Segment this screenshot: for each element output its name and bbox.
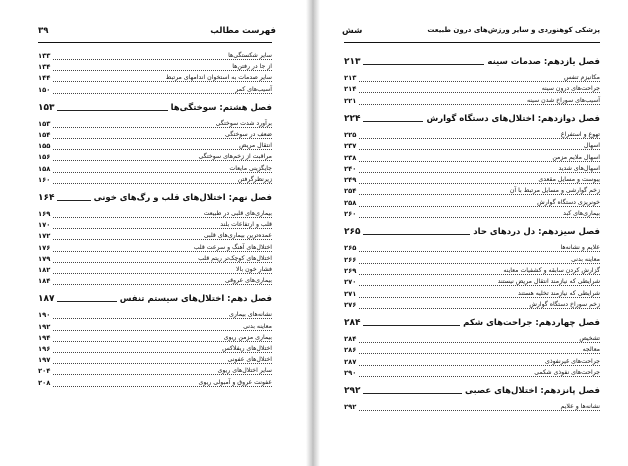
entry-title: مکانیزم تنفس bbox=[563, 74, 600, 81]
entry-page-number: ۲۸۶ bbox=[344, 346, 357, 355]
dot-leader bbox=[38, 330, 272, 331]
toc-entry bbox=[344, 199, 600, 210]
entry-title: یبوست و مسایل مقعدی bbox=[538, 176, 600, 184]
dot-leader bbox=[38, 127, 272, 128]
toc-entry bbox=[344, 244, 600, 255]
entry-page-number: ۱۵۴ bbox=[38, 131, 51, 139]
entry-page-number: ۲۱۳ bbox=[344, 74, 357, 82]
entry-title: بیماری‌های عروقی bbox=[224, 277, 272, 285]
dot-leader bbox=[38, 239, 272, 240]
toc-entry bbox=[38, 74, 272, 85]
toc-entry bbox=[38, 311, 272, 322]
dot-leader bbox=[38, 93, 272, 94]
toc-entry bbox=[38, 165, 272, 176]
toc-chapter bbox=[344, 113, 600, 129]
dot-leader bbox=[344, 297, 600, 298]
toc-entry bbox=[38, 63, 272, 74]
chapter-page-number: ۱۵۳ bbox=[38, 103, 57, 113]
toc-entry bbox=[38, 52, 272, 63]
toc-chapter bbox=[38, 102, 272, 118]
entry-title: معالجه bbox=[582, 346, 600, 354]
entry-title: سایر صدمات به استخوان اندامهای مرتبط bbox=[165, 74, 272, 82]
entry-title: اختلال‌های ریفلاکس bbox=[222, 345, 272, 352]
dot-leader bbox=[38, 352, 272, 353]
entry-title: بیماری‌های قلبی در طبیعت bbox=[203, 210, 272, 217]
entry-page-number: ۱۴۴ bbox=[38, 74, 51, 83]
entry-page-number: ۱۹۴ bbox=[38, 333, 51, 342]
entry-title: عمده‌ترین بیماری‌های قلبی bbox=[203, 232, 272, 240]
toc-entry bbox=[38, 232, 272, 243]
dot-leader bbox=[344, 206, 600, 207]
chapter-title: فصل چهاردهم: جراحت‌های شکم bbox=[460, 318, 600, 328]
entry-page-number: ۲۵۴ bbox=[344, 187, 357, 196]
toc-entry bbox=[38, 244, 272, 255]
entry-title: برآورد شدت سوختگی bbox=[215, 119, 272, 127]
entry-page-number: ۱۷۰ bbox=[38, 221, 51, 230]
chapter-page-number: ۱۶۴ bbox=[38, 193, 57, 203]
entry-title: جراحت‌های نفوذی شکمی bbox=[534, 369, 600, 376]
entry-title: خونریزی دستگاه گوارش bbox=[537, 198, 600, 206]
chapter-title: فصل دوازدهم: اختلال‌های دستگاه گوارش bbox=[423, 114, 600, 124]
entry-title: معاینه بدنی bbox=[571, 255, 600, 263]
dot-leader bbox=[344, 308, 600, 309]
entry-page-number: ۲۹۰ bbox=[344, 369, 357, 377]
entry-page-number: ۲۷۱ bbox=[344, 289, 357, 298]
entry-title: عفونت عروق و آمبولی ریوی bbox=[198, 378, 272, 386]
dot-leader bbox=[344, 217, 600, 218]
dot-leader bbox=[344, 81, 600, 82]
entry-title: جراحت‌های درون سینه bbox=[541, 85, 600, 93]
dot-leader bbox=[38, 217, 272, 218]
dot-leader bbox=[344, 183, 600, 184]
dot-leader bbox=[38, 262, 272, 263]
entry-page-number: ۱۵۸ bbox=[38, 164, 51, 173]
entry-title: بیماری مزمن ریوی bbox=[223, 333, 272, 341]
dot-leader bbox=[38, 59, 272, 60]
entry-page-number: ۲۶۶ bbox=[344, 255, 357, 264]
entry-title: آسیب‌های سوراخ شدن سینه bbox=[526, 96, 600, 104]
toc-chapter bbox=[38, 192, 272, 208]
header-rule bbox=[38, 42, 272, 43]
entry-page-number: ۱۵۵ bbox=[38, 142, 51, 151]
entry-title: زخم گوارشی و مسایل مرتبط با آن bbox=[509, 187, 600, 195]
entry-page-number: ۱۸۴ bbox=[38, 277, 51, 286]
entry-title: آسیب‌های کمر bbox=[235, 85, 272, 93]
entry-title: اختلال‌های آهنگ و سرعت قلب bbox=[193, 243, 272, 251]
entry-page-number: ۲۷۶ bbox=[344, 300, 357, 309]
entry-title: ضعف در سوختگی bbox=[225, 131, 272, 138]
toc-entry bbox=[38, 255, 272, 266]
entry-title: تشخیص bbox=[579, 335, 600, 343]
dot-leader bbox=[344, 172, 600, 173]
entry-title: اسهال bbox=[583, 142, 600, 150]
chapter-page-number: ۲۶۵ bbox=[344, 227, 363, 237]
toc-entry bbox=[38, 131, 272, 142]
dot-leader bbox=[38, 341, 272, 342]
toc-entry bbox=[38, 86, 272, 97]
dot-leader bbox=[344, 410, 600, 411]
dot-leader bbox=[344, 104, 600, 105]
entry-title: شرایطی که نیازمند تخلیه هستند bbox=[517, 289, 600, 297]
entry-title: اختلال‌های کوچک‌تر ریتم قلب bbox=[198, 254, 272, 262]
entry-title: زخم سوراخ دستگاه گوارش bbox=[529, 300, 600, 308]
toc-entry bbox=[344, 74, 600, 85]
toc-entry bbox=[38, 367, 272, 378]
chapter-title: فصل هشتم: سوختگی‌ها bbox=[168, 103, 272, 113]
toc-entry bbox=[38, 266, 272, 277]
dot-leader bbox=[38, 228, 272, 229]
entry-title: علایم و نشانه‌ها bbox=[560, 244, 600, 252]
entry-page-number: ۲۳۷ bbox=[344, 142, 357, 151]
entry-title: نشانه‌ها و علایم bbox=[560, 403, 600, 411]
toc-entry bbox=[38, 221, 272, 232]
entry-title: جراحت‌های غیرنفوذی bbox=[545, 357, 600, 365]
chapter-page-number: ۱۸۷ bbox=[38, 294, 57, 304]
left-page bbox=[0, 0, 306, 466]
entry-page-number: ۱۸۲ bbox=[38, 266, 51, 274]
page-header-title: پزشکی کوهنوردی و سایر ورزش‌های درون طبیعت bbox=[427, 26, 600, 34]
entry-page-number: ۱۷۶ bbox=[38, 243, 51, 252]
toc-entry bbox=[38, 379, 272, 390]
dot-leader bbox=[344, 342, 600, 343]
dot-leader bbox=[344, 149, 600, 150]
toc-entry bbox=[38, 120, 272, 131]
toc-entry bbox=[344, 290, 600, 301]
toc-chapter bbox=[344, 226, 600, 242]
toc-entry bbox=[38, 277, 272, 288]
dot-leader bbox=[38, 70, 272, 71]
toc-entry bbox=[344, 85, 600, 96]
chapter-title: فصل یازدهم: صدمات سینه bbox=[484, 57, 600, 67]
chapter-title: فصل نهم: اختلال‌های قلب و رگ‌های خونی bbox=[91, 193, 272, 203]
dot-leader bbox=[344, 285, 600, 286]
entry-title: قلب و ارتفاعات بلند bbox=[220, 221, 272, 229]
toc-entry bbox=[38, 176, 272, 187]
book-gutter bbox=[306, 0, 320, 466]
toc-entry bbox=[344, 278, 600, 289]
dot-leader bbox=[344, 365, 600, 366]
dot-leader bbox=[38, 273, 272, 274]
dot-leader bbox=[344, 274, 600, 275]
dot-leader bbox=[38, 138, 272, 139]
entry-page-number: ۲۶۹ bbox=[344, 266, 357, 275]
entry-page-number: ۲۶۵ bbox=[344, 244, 357, 253]
dot-leader bbox=[38, 149, 272, 150]
dot-leader bbox=[38, 160, 272, 161]
entry-title: نشانه‌های بیماری bbox=[228, 311, 272, 319]
dot-leader bbox=[344, 376, 600, 377]
entry-page-number: ۲۶۰ bbox=[344, 210, 357, 218]
entry-title: فشار خون بالا bbox=[236, 266, 272, 273]
toc-entry bbox=[38, 142, 272, 153]
entry-page-number: ۲۷۰ bbox=[344, 278, 357, 287]
entry-title: سایر اختلال‌های ریوی bbox=[217, 367, 272, 375]
toc-entry bbox=[38, 334, 272, 345]
toc-entry bbox=[344, 142, 600, 153]
entry-page-number: ۱۹۰ bbox=[38, 311, 51, 320]
dot-leader bbox=[38, 81, 272, 82]
entry-title: انتقال مریض bbox=[239, 142, 272, 150]
toc-chapter bbox=[38, 293, 272, 309]
entry-page-number: ۲۰۸ bbox=[38, 378, 51, 387]
header-rule bbox=[344, 42, 600, 43]
toc-entry bbox=[344, 165, 600, 176]
entry-title: معاینه بدنی bbox=[243, 322, 272, 330]
entry-page-number: ۲۵۸ bbox=[344, 198, 357, 207]
toc-entry bbox=[38, 345, 272, 356]
entry-page-number: ۲۴۰ bbox=[344, 164, 357, 173]
entry-page-number: ۲۸۷ bbox=[344, 357, 357, 366]
entry-title: اختلال‌های عفونی bbox=[227, 356, 272, 364]
entry-title: از جا در رفتن‌ها bbox=[232, 63, 272, 71]
entry-page-number: ۱۶۹ bbox=[38, 210, 51, 218]
entry-page-number: ۱۵۳ bbox=[38, 119, 51, 128]
entry-page-number: ۱۹۲ bbox=[38, 322, 51, 331]
toc-entry bbox=[344, 358, 600, 369]
chapter-title: فصل دهم: اختلال‌های سیستم تنفس bbox=[117, 294, 272, 304]
toc-entry bbox=[344, 403, 600, 414]
entry-page-number: ۲۱۴ bbox=[344, 85, 357, 94]
page-header-title: فهرست مطالب bbox=[210, 26, 276, 36]
toc-entry bbox=[344, 346, 600, 357]
toc-entry bbox=[344, 335, 600, 346]
entry-page-number: ۱۷۹ bbox=[38, 254, 51, 263]
dot-leader bbox=[38, 284, 272, 285]
chapter-title: فصل سیزدهم: دل دردهای حاد bbox=[470, 227, 600, 237]
toc-chapter bbox=[344, 317, 600, 333]
dot-leader bbox=[344, 161, 600, 162]
entry-page-number: ۱۵۰ bbox=[38, 85, 51, 94]
entry-page-number: ۲۹۲ bbox=[344, 403, 357, 412]
toc-entry bbox=[344, 187, 600, 198]
entry-page-number: ۲۳۸ bbox=[344, 153, 357, 162]
entry-title: سایر شکستگی‌ها bbox=[228, 52, 272, 59]
toc-entry bbox=[344, 131, 600, 142]
entry-title: گزارش کردن سابقه و کشفیات معاینه bbox=[503, 266, 600, 274]
entry-page-number: ۱۵۶ bbox=[38, 153, 51, 162]
page-header-number: شش bbox=[342, 26, 363, 36]
toc-entry bbox=[38, 323, 272, 334]
entry-page-number: ۱۷۲ bbox=[38, 232, 51, 241]
dot-leader bbox=[38, 183, 272, 184]
entry-title: جایگزینی مایعات bbox=[229, 164, 272, 172]
dot-leader bbox=[344, 353, 600, 354]
toc-entry bbox=[344, 267, 600, 278]
toc-chapter bbox=[344, 56, 600, 72]
toc-entry bbox=[344, 210, 600, 221]
entry-page-number: ۲۲۱ bbox=[344, 96, 357, 105]
entry-page-number: ۱۶۰ bbox=[38, 175, 51, 184]
dot-leader bbox=[344, 263, 600, 264]
toc-entry bbox=[344, 256, 600, 267]
entry-title: تهوع و استفراغ bbox=[560, 130, 600, 138]
toc-entry bbox=[38, 356, 272, 367]
entry-title: شرایطی که نیازمند انتقال مریض نیستند bbox=[497, 278, 600, 286]
toc-entry bbox=[38, 153, 272, 164]
dot-leader bbox=[344, 92, 600, 93]
entry-page-number: ۱۹۶ bbox=[38, 345, 51, 353]
entry-page-number: ۱۳۳ bbox=[38, 52, 51, 60]
dot-leader bbox=[38, 374, 272, 375]
entry-page-number: ۲۸۴ bbox=[344, 335, 357, 344]
page-header-number: ۳۹ bbox=[38, 26, 49, 36]
chapter-page-number: ۲۱۳ bbox=[344, 57, 363, 67]
entry-title: بیماری‌های کبد bbox=[563, 210, 600, 217]
chapter-page-number: ۲۸۴ bbox=[344, 318, 363, 328]
dot-leader bbox=[38, 386, 272, 387]
toc-entry bbox=[344, 97, 600, 108]
dot-leader bbox=[38, 318, 272, 319]
entry-page-number: ۲۰۴ bbox=[38, 367, 51, 376]
dot-leader bbox=[38, 251, 272, 252]
entry-page-number: ۲۲۵ bbox=[344, 130, 357, 139]
entry-title: اسهال ملایم مزمن bbox=[552, 153, 600, 161]
right-page bbox=[320, 0, 628, 466]
toc-entry bbox=[344, 369, 600, 380]
chapter-title: فصل پانزدهم: اختلال‌های عصبی bbox=[462, 386, 600, 396]
dot-leader bbox=[38, 172, 272, 173]
dot-leader bbox=[344, 194, 600, 195]
entry-page-number: ۱۳۴ bbox=[38, 63, 51, 72]
toc-entry bbox=[344, 176, 600, 187]
toc-entry bbox=[344, 154, 600, 165]
toc-entry bbox=[38, 210, 272, 221]
chapter-page-number: ۲۹۲ bbox=[344, 386, 363, 396]
toc-entry bbox=[344, 301, 600, 312]
entry-page-number: ۲۴۹ bbox=[344, 176, 357, 185]
entry-title: زیرنظرگرفتن bbox=[237, 175, 272, 183]
entry-title: اسهال‌های شدید bbox=[558, 164, 600, 172]
dot-leader bbox=[344, 138, 600, 139]
entry-page-number: ۱۹۷ bbox=[38, 356, 51, 365]
dot-leader bbox=[344, 251, 600, 252]
entry-title: مراقبت از زخم‌های سوختگی bbox=[198, 153, 272, 161]
chapter-page-number: ۲۲۴ bbox=[344, 114, 363, 124]
toc-chapter bbox=[344, 385, 600, 401]
dot-leader bbox=[38, 363, 272, 364]
